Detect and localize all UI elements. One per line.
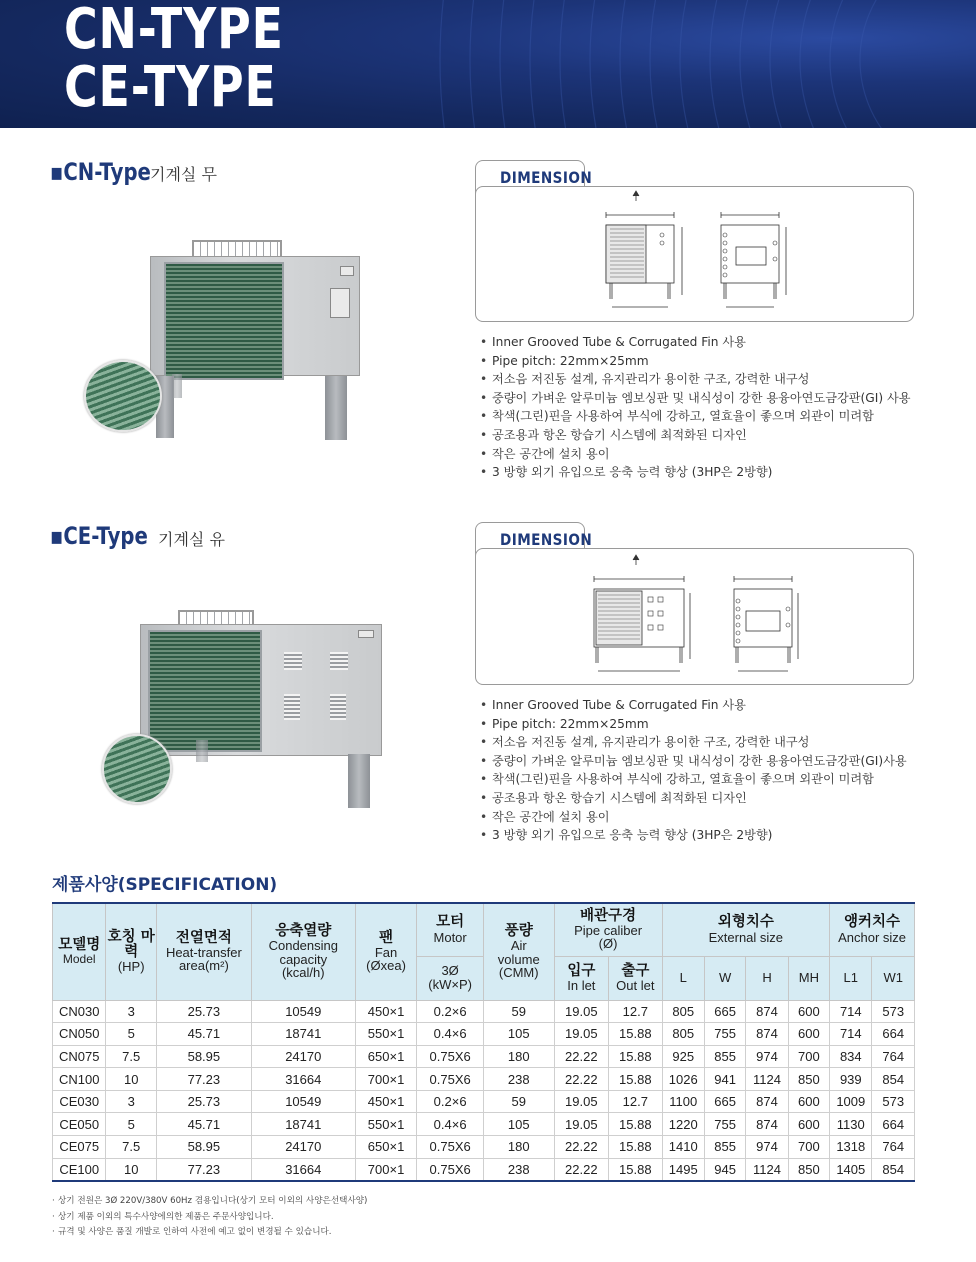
footnote: · 상기 전원은 3Ø 220V/380V 60Hz 겸용입니다(상기 모터 이외의 사양은선택사양): [52, 1194, 367, 1210]
header-title-ce: CE-TYPE: [64, 55, 277, 120]
table-cell: 664: [872, 1113, 915, 1136]
table-cell: 0.2×6: [417, 1000, 484, 1023]
ce-feature-item: • Pipe pitch: 22mm×25mm: [480, 715, 907, 734]
header-pipe: 배관구경 Pipe caliber (Ø): [554, 903, 662, 956]
table-cell: 5: [106, 1023, 156, 1046]
table-cell: 1495: [662, 1158, 704, 1181]
table-cell: 700×1: [355, 1068, 417, 1091]
ce-feature-item: • Inner Grooved Tube & Corrugated Fin 사용: [480, 696, 907, 715]
table-cell: 600: [788, 1090, 829, 1113]
table-cell: 1405: [830, 1158, 872, 1181]
model-cell: CN075: [53, 1045, 106, 1068]
table-cell: 15.88: [609, 1023, 662, 1046]
table-cell: 755: [704, 1113, 745, 1136]
table-cell: 59: [483, 1090, 554, 1113]
table-cell: 664: [872, 1023, 915, 1046]
header-W1: W1: [872, 956, 915, 1000]
table-cell: 805: [662, 1000, 704, 1023]
table-cell: 805: [662, 1023, 704, 1046]
table-cell: 600: [788, 1023, 829, 1046]
header-W: W: [704, 956, 745, 1000]
table-cell: 1220: [662, 1113, 704, 1136]
table-cell: 19.05: [554, 1023, 609, 1046]
table-cell: 180: [483, 1045, 554, 1068]
ce-feature-item: • 착색(그린)핀을 사용하여 부식에 강하고, 열효율이 좋으며 외관이 미려함: [480, 770, 907, 789]
cn-feature-item: • 3 방향 외기 유입으로 응축 능력 향상 (3HP은 2방향): [480, 463, 911, 482]
table-cell: 665: [704, 1090, 745, 1113]
table-cell: 77.23: [156, 1068, 251, 1091]
header-model: 모델명 Model: [53, 903, 106, 1000]
table-cell: 1318: [830, 1136, 872, 1159]
table-cell: 764: [872, 1045, 915, 1068]
ce-dimension-drawing: [476, 549, 915, 686]
table-cell: 25.73: [156, 1000, 251, 1023]
header-fan: 팬 Fan (Øxea): [355, 903, 417, 1000]
table-cell: 19.05: [554, 1000, 609, 1023]
table-cell: 105: [483, 1113, 554, 1136]
table-cell: 0.4×6: [417, 1113, 484, 1136]
cn-feature-item: • 착색(그린)핀을 사용하여 부식에 강하고, 열효율이 좋으며 외관이 미려함: [480, 407, 911, 426]
table-cell: 450×1: [355, 1000, 417, 1023]
header-capacity: 응축열량 Condensing capacity (kcal/h): [251, 903, 355, 1000]
cn-feature-item: • Pipe pitch: 22mm×25mm: [480, 352, 911, 371]
table-row: [53, 1068, 915, 1091]
table-cell: 0.75X6: [417, 1158, 484, 1181]
table-cell: 3: [106, 1000, 156, 1023]
table-cell: 77.23: [156, 1158, 251, 1181]
table-cell: 3: [106, 1090, 156, 1113]
table-row: [53, 1090, 915, 1113]
fin-closeup-icon: [84, 360, 162, 432]
table-cell: 925: [662, 1045, 704, 1068]
table-cell: 24170: [251, 1045, 355, 1068]
table-cell: 941: [704, 1068, 745, 1091]
table-cell: 0.2×6: [417, 1090, 484, 1113]
table-cell: 1130: [830, 1113, 872, 1136]
header-motor: 모터 Motor: [417, 903, 484, 956]
table-cell: 12.7: [609, 1000, 662, 1023]
cn-dimension-drawing: [476, 187, 915, 323]
table-cell: 22.22: [554, 1158, 609, 1181]
table-cell: 854: [872, 1158, 915, 1181]
model-cell: CE075: [53, 1136, 106, 1159]
spec-table-body: [53, 1000, 915, 1181]
table-cell: 939: [830, 1068, 872, 1091]
page-header: [0, 0, 976, 128]
ce-feature-item: • 3 방향 외기 유입으로 응축 능력 향상 (3HP은 2방향): [480, 826, 907, 845]
table-cell: 974: [746, 1136, 788, 1159]
cn-section-subtitle: 기계실 무: [150, 165, 217, 184]
table-cell: 7.5: [106, 1045, 156, 1068]
header-L1: L1: [830, 956, 872, 1000]
table-cell: 573: [872, 1000, 915, 1023]
table-cell: 238: [483, 1158, 554, 1181]
ce-section-subtitle: 기계실 유: [158, 530, 225, 549]
table-cell: 600: [788, 1113, 829, 1136]
table-cell: 874: [746, 1023, 788, 1046]
model-cell: CN030: [53, 1000, 106, 1023]
table-cell: 1124: [746, 1068, 788, 1091]
header-H: H: [746, 956, 788, 1000]
table-cell: 450×1: [355, 1090, 417, 1113]
ce-feature-item: • 작은 공간에 설치 용이: [480, 808, 907, 827]
table-cell: 850: [788, 1158, 829, 1181]
table-cell: 25.73: [156, 1090, 251, 1113]
table-cell: 10: [106, 1068, 156, 1091]
table-cell: 1124: [746, 1158, 788, 1181]
table-cell: 19.05: [554, 1113, 609, 1136]
ce-feature-item: • 중량이 가벼운 알루미늄 엠보싱판 및 내식성이 강한 용융아연도금강판(GI)사용: [480, 752, 907, 771]
spec-table: [52, 902, 915, 1182]
table-cell: 834: [830, 1045, 872, 1068]
table-cell: 15.88: [609, 1068, 662, 1091]
table-row: [53, 1158, 915, 1181]
table-cell: 1410: [662, 1136, 704, 1159]
table-cell: 0.75X6: [417, 1045, 484, 1068]
table-cell: 10: [106, 1158, 156, 1181]
header-hp: 호칭 마력 (HP): [106, 903, 156, 1000]
table-cell: 600: [788, 1000, 829, 1023]
table-cell: 18741: [251, 1113, 355, 1136]
table-cell: 855: [704, 1136, 745, 1159]
table-cell: 874: [746, 1113, 788, 1136]
table-cell: 854: [872, 1068, 915, 1091]
table-cell: 12.7: [609, 1090, 662, 1113]
cn-feature-item: • 공조용과 항온 항습기 시스템에 최적화된 디자인: [480, 426, 911, 445]
table-cell: 714: [830, 1023, 872, 1046]
header-L: L: [662, 956, 704, 1000]
cn-dimension-label: DIMENSION: [500, 168, 593, 187]
table-cell: 19.05: [554, 1090, 609, 1113]
table-cell: 5: [106, 1113, 156, 1136]
table-cell: 15.88: [609, 1045, 662, 1068]
cn-feature-item: • 저소음 저진동 설계, 유지관리가 용이한 구조, 강력한 내구성: [480, 370, 911, 389]
header-MH: MH: [788, 956, 829, 1000]
ce-section-title: ▪CE-Type: [50, 522, 148, 550]
table-row: [53, 1023, 915, 1046]
table-row: [53, 1000, 915, 1023]
table-cell: 650×1: [355, 1136, 417, 1159]
header-area: 전열면적 Heat-transfer area(m²): [156, 903, 251, 1000]
table-cell: 974: [746, 1045, 788, 1068]
table-cell: 850: [788, 1068, 829, 1091]
header-motor-sub: 3Ø (kW×P): [417, 956, 484, 1000]
ce-product-image: [100, 608, 390, 813]
table-cell: 0.4×6: [417, 1023, 484, 1046]
model-cell: CE030: [53, 1090, 106, 1113]
table-cell: 45.71: [156, 1113, 251, 1136]
table-cell: 238: [483, 1068, 554, 1091]
table-cell: 700: [788, 1136, 829, 1159]
header-title-cn: CN-TYPE: [64, 0, 284, 62]
ce-dimension-box: [475, 548, 914, 685]
table-cell: 22.22: [554, 1136, 609, 1159]
table-cell: 7.5: [106, 1136, 156, 1159]
spec-title: 제품사양(SPECIFICATION): [52, 875, 278, 895]
cn-product-image: [80, 238, 380, 443]
table-cell: 58.95: [156, 1136, 251, 1159]
table-cell: 700×1: [355, 1158, 417, 1181]
table-cell: 15.88: [609, 1136, 662, 1159]
model-cell: CN100: [53, 1068, 106, 1091]
table-row: [53, 1045, 915, 1068]
table-cell: 0.75X6: [417, 1068, 484, 1091]
table-cell: 22.22: [554, 1045, 609, 1068]
header-outlet: 출구 Out let: [609, 956, 662, 1000]
table-cell: 18741: [251, 1023, 355, 1046]
table-cell: 180: [483, 1136, 554, 1159]
header-air-volume: 풍량 Air volume (CMM): [483, 903, 554, 1000]
table-cell: 1009: [830, 1090, 872, 1113]
table-row: [53, 1136, 915, 1159]
table-cell: 700: [788, 1045, 829, 1068]
table-cell: 10549: [251, 1000, 355, 1023]
table-cell: 755: [704, 1023, 745, 1046]
cn-feature-item: • Inner Grooved Tube & Corrugated Fin 사용: [480, 333, 911, 352]
model-cell: CN050: [53, 1023, 106, 1046]
table-cell: 10549: [251, 1090, 355, 1113]
footnote: · 상기 제품 이외의 특수사양에의한 제품은 주문사양입니다.: [52, 1210, 367, 1226]
table-cell: 58.95: [156, 1045, 251, 1068]
ce-feature-list: [480, 696, 907, 845]
table-cell: 855: [704, 1045, 745, 1068]
table-cell: 714: [830, 1000, 872, 1023]
table-cell: 22.22: [554, 1068, 609, 1091]
ce-feature-item: • 공조용과 항온 항습기 시스템에 최적화된 디자인: [480, 789, 907, 808]
ce-dimension-label: DIMENSION: [500, 530, 593, 549]
table-cell: 59: [483, 1000, 554, 1023]
table-cell: 1026: [662, 1068, 704, 1091]
footnotes: [52, 1194, 367, 1241]
table-cell: 874: [746, 1000, 788, 1023]
table-cell: 874: [746, 1090, 788, 1113]
fin-closeup-icon: [102, 734, 172, 804]
header-external-size: 외형치수 External size: [662, 903, 830, 956]
table-cell: 15.88: [609, 1158, 662, 1181]
table-cell: 550×1: [355, 1113, 417, 1136]
table-cell: 31664: [251, 1158, 355, 1181]
table-cell: 45.71: [156, 1023, 251, 1046]
table-row: [53, 1113, 915, 1136]
table-cell: 0.75X6: [417, 1136, 484, 1159]
cn-dimension-box: [475, 186, 914, 322]
table-cell: 15.88: [609, 1113, 662, 1136]
table-cell: 105: [483, 1023, 554, 1046]
cn-feature-list: [480, 333, 911, 482]
cn-feature-item: • 중량이 가벼운 알루미늄 엠보싱판 및 내식성이 강한 용융아연도금강판(GI) 사용: [480, 389, 911, 408]
header-anchor-size: 앵커치수 Anchor size: [830, 903, 915, 956]
model-cell: CE100: [53, 1158, 106, 1181]
ce-feature-item: • 저소음 저진동 설계, 유지관리가 용이한 구조, 강력한 내구성: [480, 733, 907, 752]
table-cell: 573: [872, 1090, 915, 1113]
table-cell: 24170: [251, 1136, 355, 1159]
model-cell: CE050: [53, 1113, 106, 1136]
cn-section-title: ▪CN-Type: [50, 158, 151, 186]
table-cell: 650×1: [355, 1045, 417, 1068]
table-cell: 945: [704, 1158, 745, 1181]
table-cell: 665: [704, 1000, 745, 1023]
table-cell: 764: [872, 1136, 915, 1159]
header-inlet: 입구 In let: [554, 956, 609, 1000]
table-cell: 550×1: [355, 1023, 417, 1046]
table-cell: 1100: [662, 1090, 704, 1113]
cn-feature-item: • 작은 공간에 설치 용이: [480, 445, 911, 464]
footnote: · 규격 및 사양은 품질 개발로 인하여 사전에 예고 없이 변경될 수 있습니다.: [52, 1225, 367, 1241]
table-cell: 31664: [251, 1068, 355, 1091]
